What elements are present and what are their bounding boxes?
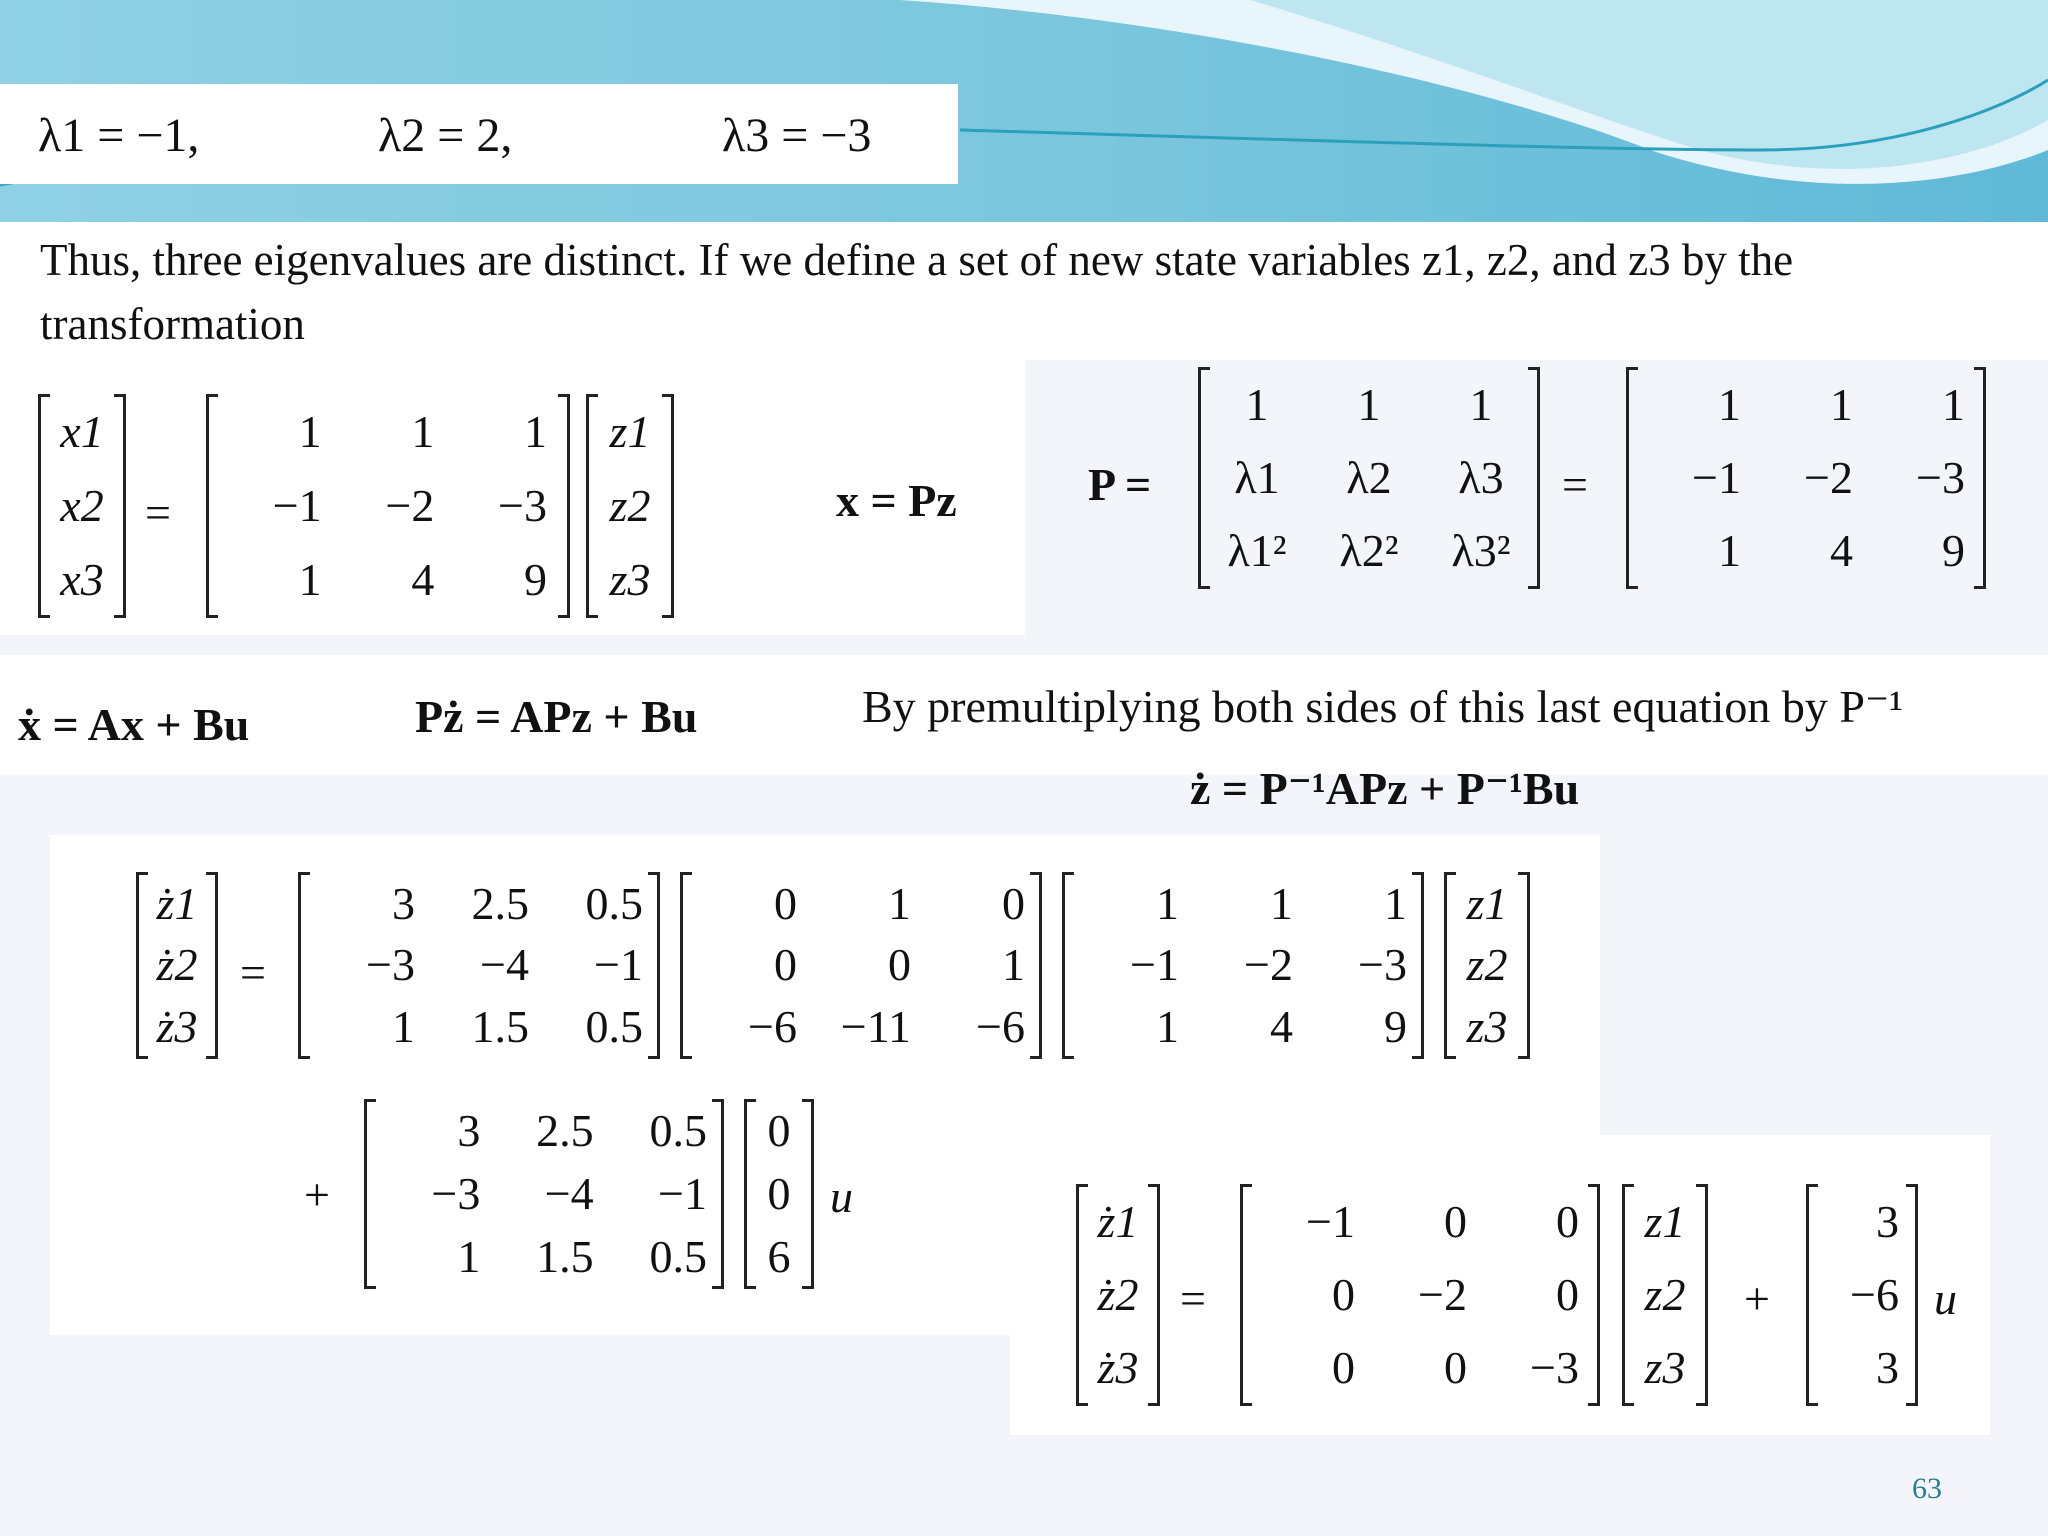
matrix-entry: z3 xyxy=(609,554,651,605)
matrix-entry: 1 xyxy=(888,877,911,929)
matrix-entry: ż2 xyxy=(156,939,198,991)
matrix-grid xyxy=(1447,873,1527,1058)
equals-sign: = xyxy=(240,947,266,998)
matrix-entry: 0 xyxy=(1444,1342,1467,1394)
matrix-grid xyxy=(209,395,567,617)
matrix-entry: 3 xyxy=(1876,1342,1899,1394)
matrix-entry: 2.5 xyxy=(536,1105,594,1157)
matrix-entry: 1 xyxy=(298,554,322,605)
matrix-entry: 1 xyxy=(298,406,322,457)
p-matrix xyxy=(1062,873,1424,1058)
matrix-entry: 0 xyxy=(1332,1268,1355,1320)
matrix-entry: 0 xyxy=(1556,1195,1579,1247)
matrix-entry: z2 xyxy=(1466,939,1508,991)
matrix-entry: 4 xyxy=(1830,525,1853,577)
z-vector xyxy=(1444,873,1530,1058)
zdot-vector-final xyxy=(1076,1185,1160,1405)
matrix-entry: 1.5 xyxy=(536,1230,594,1282)
matrix-entry: 0 xyxy=(767,1105,791,1157)
matrix-grid xyxy=(683,873,1039,1058)
matrix-entry: z3 xyxy=(1644,1342,1686,1394)
matrix-entry: −2 xyxy=(1418,1268,1467,1320)
matrix-grid xyxy=(1079,1185,1157,1405)
matrix-entry: 1 xyxy=(411,406,435,457)
matrix-entry: λ3² xyxy=(1451,525,1511,577)
matrix-grid xyxy=(367,1100,721,1288)
matrix-entry: 0 xyxy=(774,939,797,991)
matrix-entry: λ1² xyxy=(1227,525,1287,577)
matrix-entry: 3 xyxy=(457,1105,481,1157)
matrix-grid xyxy=(1243,1185,1597,1405)
b-vector xyxy=(744,1100,814,1288)
plus-sign: + xyxy=(1744,1273,1770,1324)
matrix-grid xyxy=(1629,368,1983,588)
matrix-entry: ż3 xyxy=(156,1001,198,1053)
matrix-entry: z1 xyxy=(1466,877,1508,929)
matrix-entry: x2 xyxy=(60,480,104,531)
matrix-entry: λ3 xyxy=(1458,451,1504,503)
u-symbol: u xyxy=(1934,1273,1957,1324)
matrix-grid xyxy=(301,873,657,1058)
p-inverse-matrix-b xyxy=(364,1100,724,1288)
z-vector xyxy=(586,395,674,617)
p-symbolic-matrix xyxy=(1198,368,1540,588)
matrix-entry: −1 xyxy=(594,939,643,991)
matrix-entry: −4 xyxy=(544,1167,594,1219)
matrix-entry: −1 xyxy=(272,480,322,531)
diagonal-matrix xyxy=(1240,1185,1600,1405)
equals-sign: = xyxy=(145,487,171,538)
matrix-entry: −2 xyxy=(1804,451,1853,503)
matrix-entry: −3 xyxy=(1530,1342,1579,1394)
matrix-entry: ż1 xyxy=(156,877,198,929)
matrix-entry: −1 xyxy=(1692,451,1741,503)
matrix-entry: 3 xyxy=(392,877,415,929)
paragraph-line-2: transformation xyxy=(40,299,305,349)
matrix-entry: −6 xyxy=(748,1001,797,1053)
matrix-entry: −6 xyxy=(1850,1268,1899,1320)
matrix-entry: −1 xyxy=(1130,939,1179,991)
matrix-entry: 4 xyxy=(411,554,435,605)
matrix-grid xyxy=(747,1100,811,1288)
matrix-entry: 1 xyxy=(1245,378,1269,430)
matrix-entry: 1 xyxy=(1718,525,1741,577)
matrix-entry: −4 xyxy=(480,939,529,991)
matrix-entry: −3 xyxy=(366,939,415,991)
matrix-entry: −3 xyxy=(498,480,547,531)
matrix-entry: z1 xyxy=(609,406,651,457)
matrix-entry: −1 xyxy=(1306,1195,1355,1247)
matrix-entry: 9 xyxy=(1942,525,1965,577)
page-number: 63 xyxy=(1912,1472,1942,1505)
matrix-entry: 1 xyxy=(1156,1001,1179,1053)
matrix-entry: λ2² xyxy=(1339,525,1399,577)
p-label: P = xyxy=(1088,459,1152,510)
matrix-entry: 1 xyxy=(1384,877,1407,929)
matrix-entry: z2 xyxy=(609,480,651,531)
equals-sign: = xyxy=(1562,459,1588,510)
z-vector-final xyxy=(1622,1185,1708,1405)
matrix-entry: 1.5 xyxy=(471,1001,529,1053)
matrix-entry: ż2 xyxy=(1097,1268,1139,1320)
matrix-entry: 1 xyxy=(1942,378,1965,430)
matrix-entry: 9 xyxy=(523,554,547,605)
matrix-entry: −6 xyxy=(976,1001,1025,1053)
matrix-entry: 0 xyxy=(774,877,797,929)
matrix-entry: 1 xyxy=(457,1230,481,1282)
matrix-entry: x3 xyxy=(60,554,104,605)
matrix-entry: −1 xyxy=(658,1167,707,1219)
p-inverse-matrix xyxy=(298,873,660,1058)
plus-sign: + xyxy=(304,1169,330,1220)
matrix-grid xyxy=(139,873,215,1058)
matrix-entry: 0.5 xyxy=(585,877,643,929)
a-matrix xyxy=(680,873,1042,1058)
matrix-entry: 3 xyxy=(1876,1195,1899,1247)
matrix-grid xyxy=(1809,1185,1915,1405)
matrix-entry: 1 xyxy=(1002,939,1025,991)
matrix-entry: 1 xyxy=(1469,378,1493,430)
eigenvalue-1: λ1 = −1, xyxy=(38,109,200,162)
matrix-entry: 1 xyxy=(523,406,547,457)
matrix-grid xyxy=(1201,368,1537,588)
matrix-entry: −3 xyxy=(1358,939,1407,991)
matrix-entry: 9 xyxy=(1384,1001,1407,1053)
matrix-entry: 1 xyxy=(1270,877,1293,929)
x-vector xyxy=(38,395,126,617)
matrix-entry: 1 xyxy=(392,1001,415,1053)
matrix-entry: −2 xyxy=(385,480,435,531)
matrix-entry: 0 xyxy=(767,1167,791,1219)
matrix-entry: 0.5 xyxy=(649,1105,707,1157)
matrix-grid xyxy=(589,395,671,617)
pz-equation: Pż = APz + Bu xyxy=(415,691,698,742)
x-equals-pz: x = Pz xyxy=(836,475,957,526)
matrix-entry: ż1 xyxy=(1097,1195,1139,1247)
matrix-entry: 0.5 xyxy=(649,1230,707,1282)
matrix-entry: 0 xyxy=(1002,877,1025,929)
matrix-entry: λ1 xyxy=(1234,451,1280,503)
matrix-entry: 6 xyxy=(767,1230,791,1282)
matrix-entry: 0 xyxy=(1332,1342,1355,1394)
matrix-entry: ż3 xyxy=(1097,1342,1139,1394)
matrix-entry: −11 xyxy=(840,1001,911,1053)
matrix-grid xyxy=(1625,1185,1705,1405)
matrix-entry: λ2 xyxy=(1346,451,1392,503)
eigenvalue-3: λ3 = −3 xyxy=(722,109,872,162)
matrix-entry: −2 xyxy=(1244,939,1293,991)
matrix-entry: 4 xyxy=(1270,1001,1293,1053)
matrix-entry: 0.5 xyxy=(585,1001,643,1053)
matrix-entry: 1 xyxy=(1718,378,1741,430)
matrix-entry: −3 xyxy=(1916,451,1965,503)
matrix-entry: −3 xyxy=(431,1167,481,1219)
transform-matrix xyxy=(206,395,570,617)
matrix-entry: z3 xyxy=(1466,1001,1508,1053)
matrix-entry: 1 xyxy=(1156,877,1179,929)
premultiply-text: By premultiplying both sides of this last equation by P⁻¹ xyxy=(862,681,1904,732)
paragraph-line-1: Thus, three eigenvalues are distinct. If we define a set of new state variables z1, z2, and z3 by the xyxy=(40,235,1794,285)
eigenvalue-2: λ2 = 2, xyxy=(378,109,513,162)
matrix-grid xyxy=(1065,873,1421,1058)
matrix-grid xyxy=(41,395,123,617)
p-numeric-matrix xyxy=(1626,368,1986,588)
matrix-entry: z1 xyxy=(1644,1195,1686,1247)
matrix-entry: 0 xyxy=(1556,1268,1579,1320)
b-vector-final xyxy=(1806,1185,1918,1405)
matrix-entry: 0 xyxy=(1444,1195,1467,1247)
matrix-entry: 1 xyxy=(1830,378,1853,430)
matrix-entry: z2 xyxy=(1644,1268,1686,1320)
state-equation: ẋ = Ax + Bu xyxy=(18,699,250,750)
equals-sign: = xyxy=(1180,1273,1206,1324)
matrix-entry: x1 xyxy=(60,406,104,457)
u-symbol: u xyxy=(830,1171,853,1222)
matrix-entry: 2.5 xyxy=(471,877,529,929)
zdot-vector xyxy=(136,873,218,1058)
zdot-equation: ż = P⁻¹APz + P⁻¹Bu xyxy=(1190,763,1580,814)
matrix-entry: 1 xyxy=(1357,378,1381,430)
matrix-entry: 0 xyxy=(888,939,911,991)
